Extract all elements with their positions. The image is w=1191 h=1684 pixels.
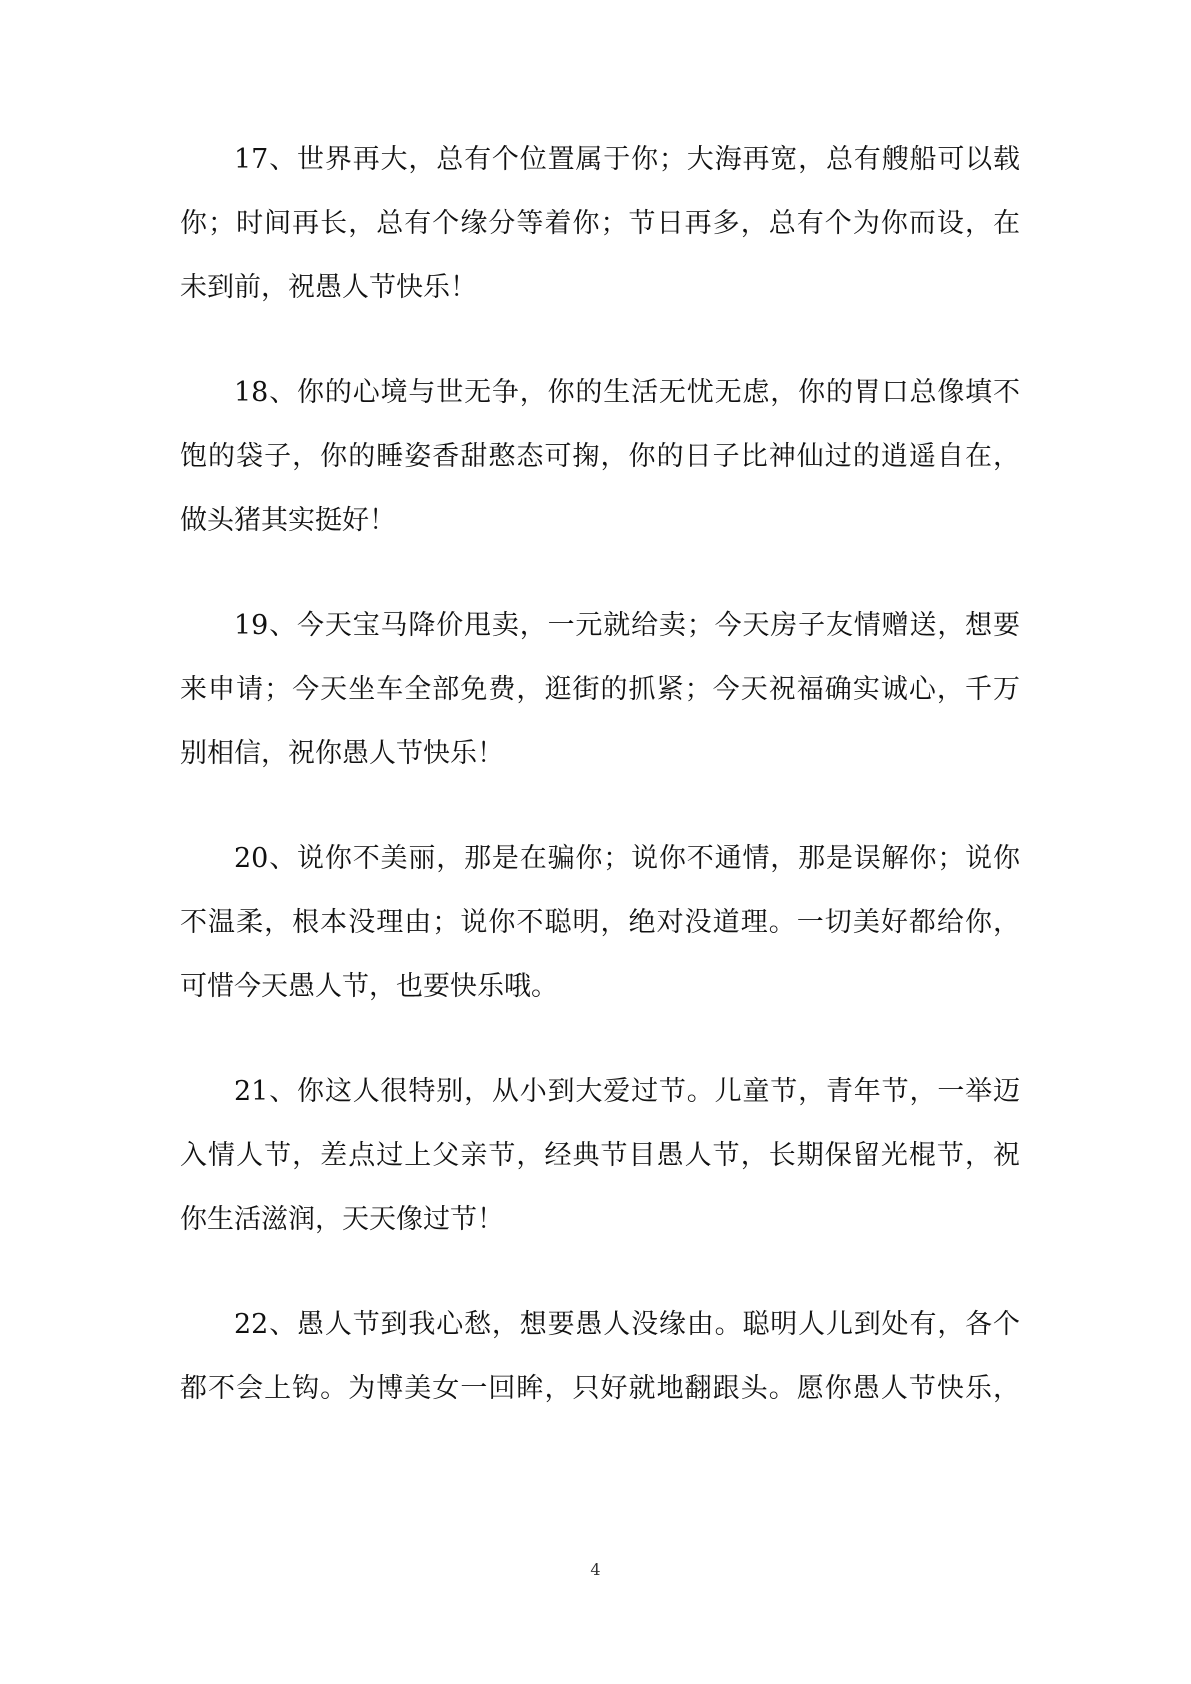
paragraph-line: 21、你这人很特别，从小到大爱过节。儿童节，青年节，一举迈 (234, 1076, 1020, 1107)
paragraph-19 (180, 594, 1020, 786)
paragraph-line: 未到前，祝愚人节快乐！ (180, 272, 477, 303)
paragraph-line: 19、今天宝马降价甩卖，一元就给卖；今天房子友情赠送，想要 (234, 610, 1020, 641)
paragraph-line: 别相信，祝你愚人节快乐！ (180, 738, 504, 769)
paragraph-line: 可惜今天愚人节，也要快乐哦。 (180, 971, 558, 1002)
paragraph-line: 你生活滋润，天天像过节！ (180, 1204, 504, 1235)
page-number: 4 (590, 1560, 601, 1579)
paragraph-line: 都不会上钩。为博美女一回眸，只好就地翻跟头。愿你愚人节快乐， (180, 1373, 1020, 1404)
paragraph-line: 22、愚人节到我心愁，想要愚人没缘由。聪明人儿到处有，各个 (234, 1309, 1020, 1340)
paragraph-21 (180, 1060, 1020, 1252)
paragraph-line: 来申请；今天坐车全部免费，逛街的抓紧；今天祝福确实诚心，千万 (180, 674, 1020, 705)
paragraph-line: 饱的袋子，你的睡姿香甜憨态可掬，你的日子比神仙过的逍遥自在， (180, 441, 1020, 472)
paragraph-22 (180, 1293, 1020, 1421)
paragraph-line: 17、世界再大，总有个位置属于你；大海再宽，总有艘船可以载 (234, 144, 1020, 175)
paragraph-18 (180, 361, 1020, 553)
paragraph-20 (180, 827, 1020, 1019)
paragraph-line: 入情人节，差点过上父亲节，经典节目愚人节，长期保留光棍节，祝 (180, 1140, 1020, 1171)
paragraph-line: 做头猪其实挺好！ (180, 505, 396, 536)
paragraph-line: 不温柔，根本没理由；说你不聪明，绝对没道理。一切美好都给你， (180, 907, 1020, 938)
paragraph-17 (180, 128, 1020, 320)
paragraph-line: 20、说你不美丽，那是在骗你；说你不通情，那是误解你；说你 (234, 843, 1020, 874)
paragraph-line: 18、你的心境与世无争，你的生活无忧无虑，你的胃口总像填不 (234, 377, 1020, 408)
paragraph-line: 你；时间再长，总有个缘分等着你；节日再多，总有个为你而设，在 (180, 208, 1020, 239)
